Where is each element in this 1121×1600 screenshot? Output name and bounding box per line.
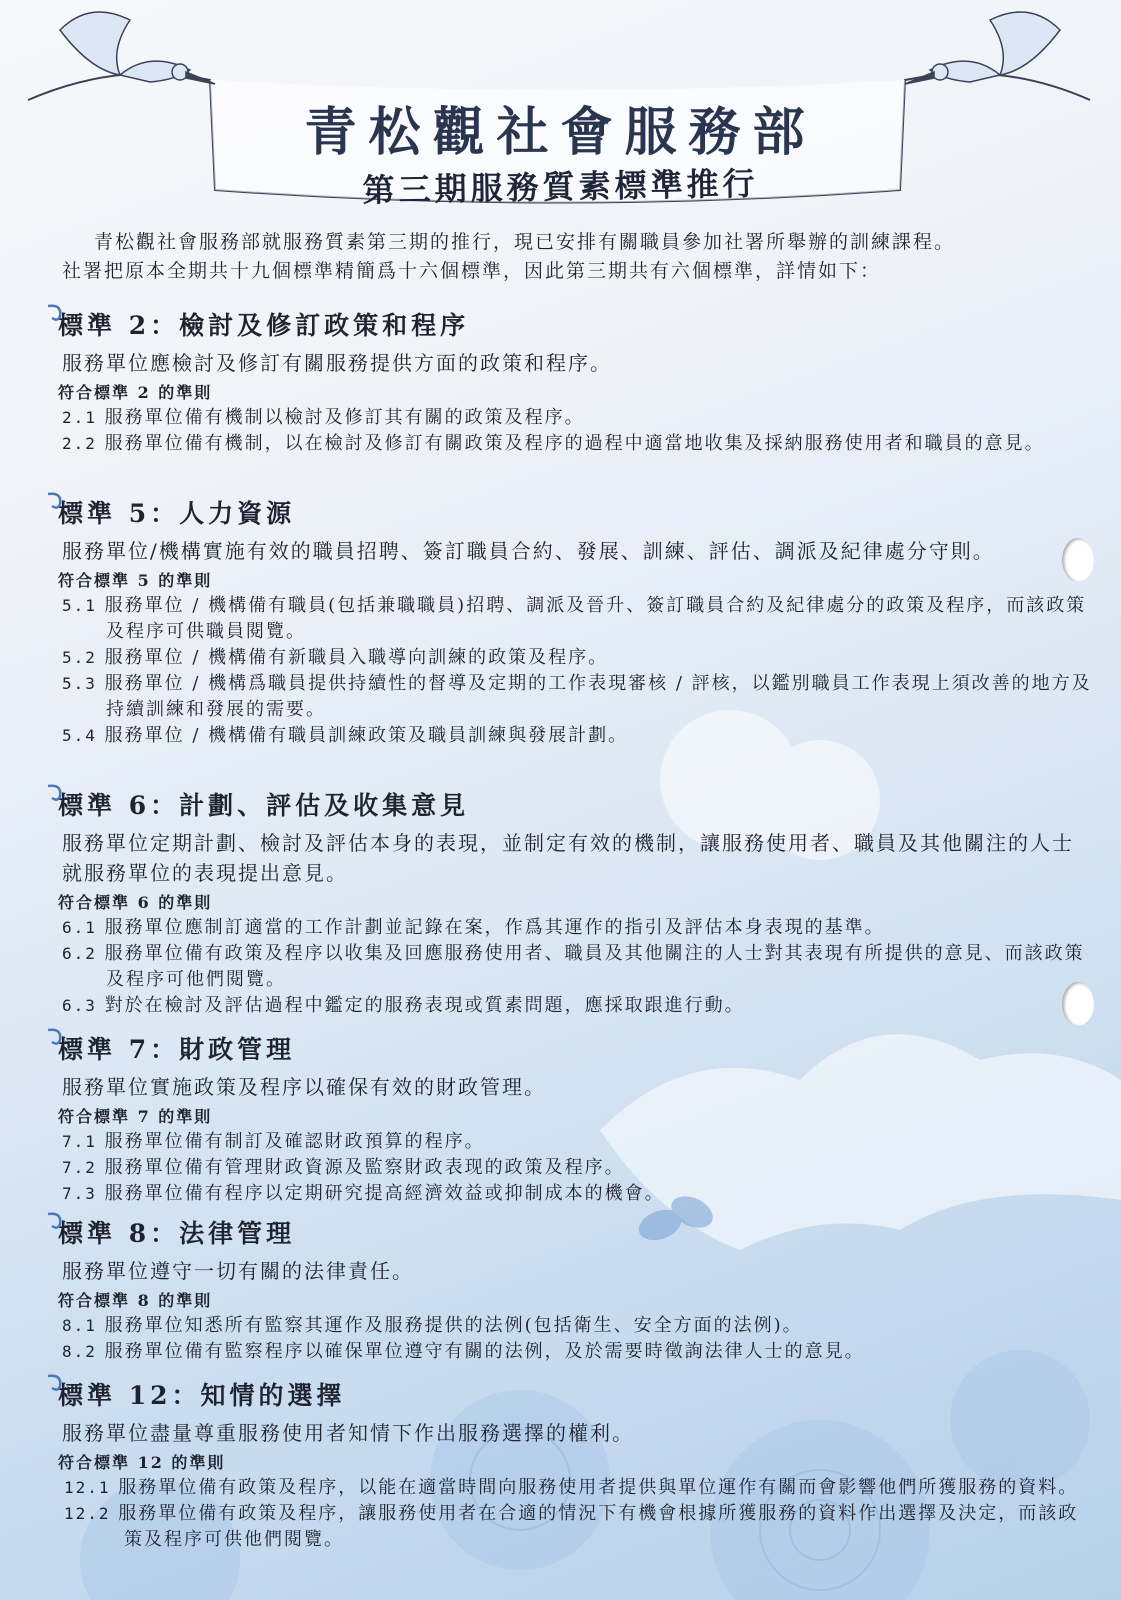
- criteria-item: 12.2 服務單位備有政策及程序，讓服務使用者在合適的情況下有機會根據所獲服務的資料作出選擇及決定，而該政策及程序可供他們閱覽。: [64, 1503, 1079, 1550]
- criteria-heading: 符合標準 6 的準則: [58, 893, 213, 912]
- criteria-heading: 符合標準 8 的準則: [58, 1291, 213, 1310]
- criteria-item: 6.1 服務單位應制訂適當的工作計劃並記錄在案，作爲其運作的指引及評估本身表現的基準。: [62, 917, 885, 938]
- section-title: 標準 7：財政管理: [58, 1030, 1092, 1066]
- criteria-item: 8.2 服務單位備有監察程序以確保單位遵守有關的法例，及於需要時徵詢法律人士的意見。: [62, 1341, 865, 1362]
- criteria-item: 2.1 服務單位備有機制以檢討及修訂其有關的政策及程序。: [62, 407, 585, 428]
- standard-2-section: [58, 306, 1092, 457]
- swirl-bullet-icon: [44, 1372, 66, 1394]
- standard-12-section: [58, 1376, 1092, 1553]
- swirl-bullet-icon: [44, 302, 66, 324]
- section-title: 標準 6：計劃、評估及收集意見: [58, 786, 1092, 822]
- criteria-item: 8.1 服務單位知悉所有監察其運作及服務提供的法例(包括衛生、安全方面的法例)。: [62, 1315, 803, 1336]
- criteria-list: [62, 593, 1092, 749]
- standard-8-section: [58, 1214, 1092, 1365]
- section-description: 服務單位定期計劃、檢討及評估本身的表現，並制定有效的機制，讓服務使用者、職員及其他關注的人士就服務單位的表現提出意見。: [62, 831, 1074, 885]
- punch-hole: [1062, 982, 1094, 1026]
- criteria-list: [62, 1313, 1092, 1365]
- criteria-list: [62, 1475, 1092, 1553]
- section-description: 服務單位實施政策及程序以確保有效的財政管理。: [62, 1075, 546, 1099]
- section-description: 服務單位盡量尊重服務使用者知情下作出服務選擇的權利。: [62, 1421, 634, 1445]
- section-description: 服務單位應檢討及修訂有關服務提供方面的政策和程序。: [62, 351, 612, 375]
- criteria-list: [62, 1129, 1092, 1207]
- criteria-heading: 符合標準 12 的準則: [58, 1453, 226, 1472]
- criteria-item: 7.1 服務單位備有制訂及確認財政預算的程序。: [62, 1131, 485, 1152]
- criteria-item: 12.1 服務單位備有政策及程序，以能在適當時間向服務使用者提供與單位運作有關而會影響他們所獲服務的資料。: [64, 1477, 1079, 1498]
- swirl-bullet-icon: [44, 1026, 66, 1048]
- criteria-item: 5.1 服務單位 / 機構備有職員(包括兼職職員)招聘、調派及晉升、簽訂職員合約及紀律處分的政策及程序，而該政策及程序可供職員閱覽。: [62, 595, 1087, 642]
- section-description: 服務單位遵守一切有關的法律責任。: [62, 1259, 414, 1283]
- criteria-item: 5.3 服務單位 / 機構爲職員提供持續性的督導及定期的工作表現審核 / 評核，以鑑別職員工作表現上須改善的地方及持續訓練和發展的需要。: [62, 673, 1092, 720]
- standard-7-section: [58, 1030, 1092, 1207]
- section-title: 標準 12：知情的選擇: [58, 1376, 1092, 1412]
- intro-line-1: 青松觀社會服務部就服務質素第三期的推行，現已安排有關職員參加社署所舉辦的訓練課程。: [94, 231, 956, 253]
- section-title: 標準 5：人力資源: [58, 494, 1092, 530]
- section-title: 標準 2：檢討及修訂政策和程序: [58, 306, 1092, 342]
- standard-5-section: [58, 494, 1092, 749]
- criteria-heading: 符合標準 7 的準則: [58, 1107, 213, 1126]
- criteria-item: 2.2 服務單位備有機制，以在檢討及修訂有關政策及程序的過程中適當地收集及採納服務使用者和職員的意見。: [62, 433, 1045, 454]
- page-title: 青松觀社會服務部: [304, 103, 817, 163]
- page-subtitle: 第三期服務質素標準推行: [362, 164, 759, 210]
- criteria-item: 6.2 服務單位備有政策及程序以收集及回應服務使用者、職員及其他關注的人士對其表現有所提供的意見、而該政策及程序可他們閱覽。: [62, 943, 1085, 990]
- criteria-item: 5.4 服務單位 / 機構備有職員訓練政策及職員訓練與發展計劃。: [62, 725, 629, 746]
- criteria-item: 7.2 服務單位備有管理財政資源及監察財政表现的政策及程序。: [62, 1157, 625, 1178]
- criteria-heading: 符合標準 5 的準則: [58, 571, 213, 590]
- section-title: 標準 8：法律管理: [58, 1214, 1092, 1250]
- left-bird-icon: [60, 12, 215, 84]
- swirl-bullet-icon: [44, 1210, 66, 1232]
- criteria-heading: 符合標準 2 的準則: [58, 383, 213, 402]
- criteria-list: [62, 915, 1092, 1019]
- intro-line-2: 社署把原本全期共十九個標準精簡爲十六個標準，因此第三期共有六個標準，詳情如下：: [62, 260, 882, 282]
- criteria-list: [62, 405, 1092, 457]
- swirl-bullet-icon: [44, 490, 66, 512]
- swirl-bullet-icon: [44, 782, 66, 804]
- punch-hole: [1062, 538, 1094, 582]
- criteria-item: 7.3 服務單位備有程序以定期研究提高經濟效益或抑制成本的機會。: [62, 1183, 665, 1204]
- criteria-item: 6.3 對於在檢討及評估過程中鑑定的服務表現或質素問題，應採取跟進行動。: [62, 995, 745, 1016]
- criteria-item: 5.2 服務單位 / 機構備有新職員入職導向訓練的政策及程序。: [62, 647, 609, 668]
- right-bird-icon: [905, 12, 1060, 84]
- intro-paragraph: [62, 228, 1092, 286]
- section-description: 服務單位/機構實施有效的職員招聘、簽訂職員合約、發展、訓練、評估、調派及紀律處分守則。: [62, 539, 995, 563]
- standard-6-section: [58, 786, 1092, 1019]
